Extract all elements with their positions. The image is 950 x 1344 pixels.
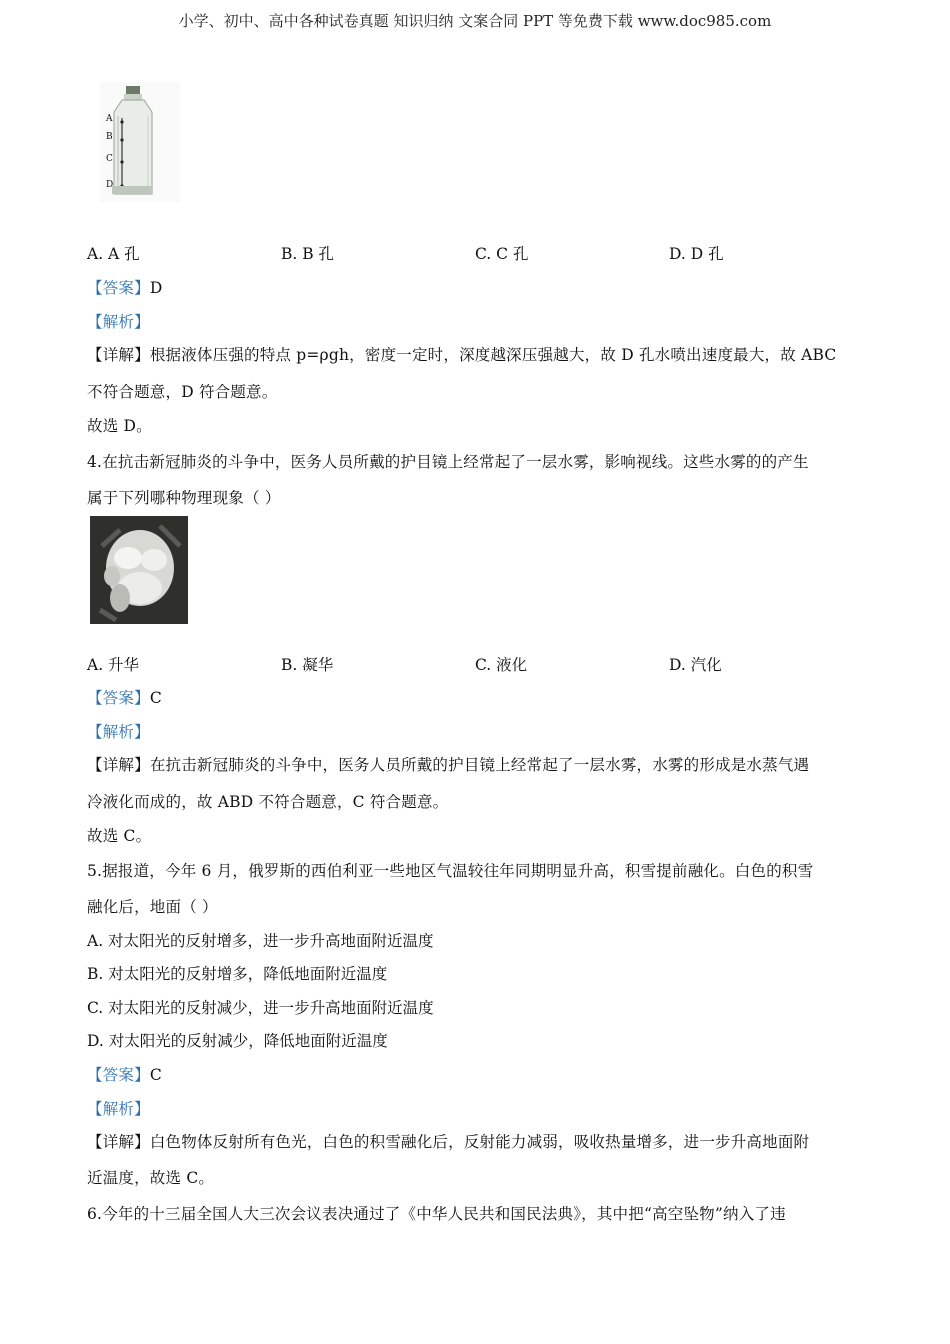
q4-stem-line1: 4.在抗击新冠肺炎的斗争中，医务人员所戴的护目镜上经常起了一层水雾，影响视线。这些水雾的的产生 bbox=[87, 453, 809, 471]
bottle-figure bbox=[100, 82, 180, 202]
label-hole-b: B bbox=[106, 132, 113, 142]
q5-answer bbox=[87, 1063, 162, 1085]
q4-option-a: A. 升华 bbox=[87, 656, 140, 674]
detail-tag: 【详解】 bbox=[87, 756, 150, 774]
q5-detail-line1 bbox=[87, 1130, 809, 1152]
q6-stem-line1: 6.今年的十三届全国人大三次会议表决通过了《中华人民共和国民法典》，其中把“高空坠物”纳入了违 bbox=[87, 1205, 786, 1223]
q4-analysis-tag: 【解析】 bbox=[87, 723, 150, 741]
q4-option-d: D. 汽化 bbox=[669, 656, 722, 674]
answer-value: D bbox=[149, 279, 163, 297]
q4-detail-line2: 冷液化而成的，故 ABD 不符合题意，C 符合题意。 bbox=[87, 793, 449, 811]
q5-stem-line1: 5.据报道，今年 6 月，俄罗斯的西伯利亚一些地区气温较往年同期明显升高，积雪提前融化。白色的积雪 bbox=[87, 862, 814, 880]
detail-text: 根据液体压强的特点 p=ρgh，密度一定时，深度越深压强越大，故 D 孔水喷出速度最大，故 ABC bbox=[149, 346, 837, 364]
q5-stem-line2: 融化后，地面（ ） bbox=[87, 898, 218, 916]
q4-stem-line2: 属于下列哪种物理现象（ ） bbox=[87, 489, 281, 507]
detail-tag: 【详解】 bbox=[87, 346, 150, 364]
q5-analysis-tag: 【解析】 bbox=[87, 1100, 150, 1118]
q3-analysis-tag: 【解析】 bbox=[87, 313, 150, 331]
q4-answer bbox=[87, 686, 162, 708]
q3-conclusion: 故选 D。 bbox=[87, 417, 152, 435]
q4-conclusion: 故选 C。 bbox=[87, 827, 152, 845]
q4-option-b: B. 凝华 bbox=[281, 656, 334, 674]
q3-option-c: C. C 孔 bbox=[475, 245, 529, 263]
q3-option-a: A. A 孔 bbox=[87, 245, 140, 263]
fogged-goggles-image bbox=[90, 516, 188, 624]
q5-option-b: B. 对太阳光的反射增多，降低地面附近温度 bbox=[87, 965, 388, 983]
label-hole-c: C bbox=[106, 154, 113, 164]
q3-answer bbox=[87, 276, 162, 298]
label-hole-a: A bbox=[106, 114, 113, 124]
q5-option-a: A. 对太阳光的反射增多，进一步升高地面附近温度 bbox=[87, 932, 434, 950]
detail-tag: 【详解】 bbox=[87, 1133, 150, 1151]
answer-value: C bbox=[149, 689, 162, 707]
q5-detail-line2: 近温度，故选 C。 bbox=[87, 1169, 215, 1187]
q5-option-d: D. 对太阳光的反射减少，降低地面附近温度 bbox=[87, 1032, 388, 1050]
q5-option-c: C. 对太阳光的反射减少，进一步升高地面附近温度 bbox=[87, 999, 434, 1017]
q3-detail-line1 bbox=[87, 343, 836, 365]
answer-tag: 【答案】 bbox=[87, 279, 150, 297]
q4-option-c: C. 液化 bbox=[475, 656, 528, 674]
answer-tag: 【答案】 bbox=[87, 1066, 150, 1084]
q3-option-b: B. B 孔 bbox=[281, 245, 335, 263]
detail-text: 在抗击新冠肺炎的斗争中，医务人员所戴的护目镜上经常起了一层水雾，水雾的形成是水蒸气遇 bbox=[149, 756, 810, 774]
label-hole-d: D bbox=[106, 180, 114, 190]
q3-detail-line2: 不符合题意，D 符合题意。 bbox=[87, 383, 278, 401]
q3-option-d: D. D 孔 bbox=[669, 245, 724, 263]
q4-detail-line1 bbox=[87, 753, 809, 775]
page-header: 小学、初中、高中各种试卷真题 知识归纳 文案合同 PPT 等免费下载 www.doc985.com bbox=[178, 12, 772, 30]
answer-value: C bbox=[149, 1066, 162, 1084]
answer-tag: 【答案】 bbox=[87, 689, 150, 707]
detail-text: 白色物体反射所有色光，白色的积雪融化后，反射能力减弱，吸收热量增多，进一步升高地面附 bbox=[149, 1133, 810, 1151]
